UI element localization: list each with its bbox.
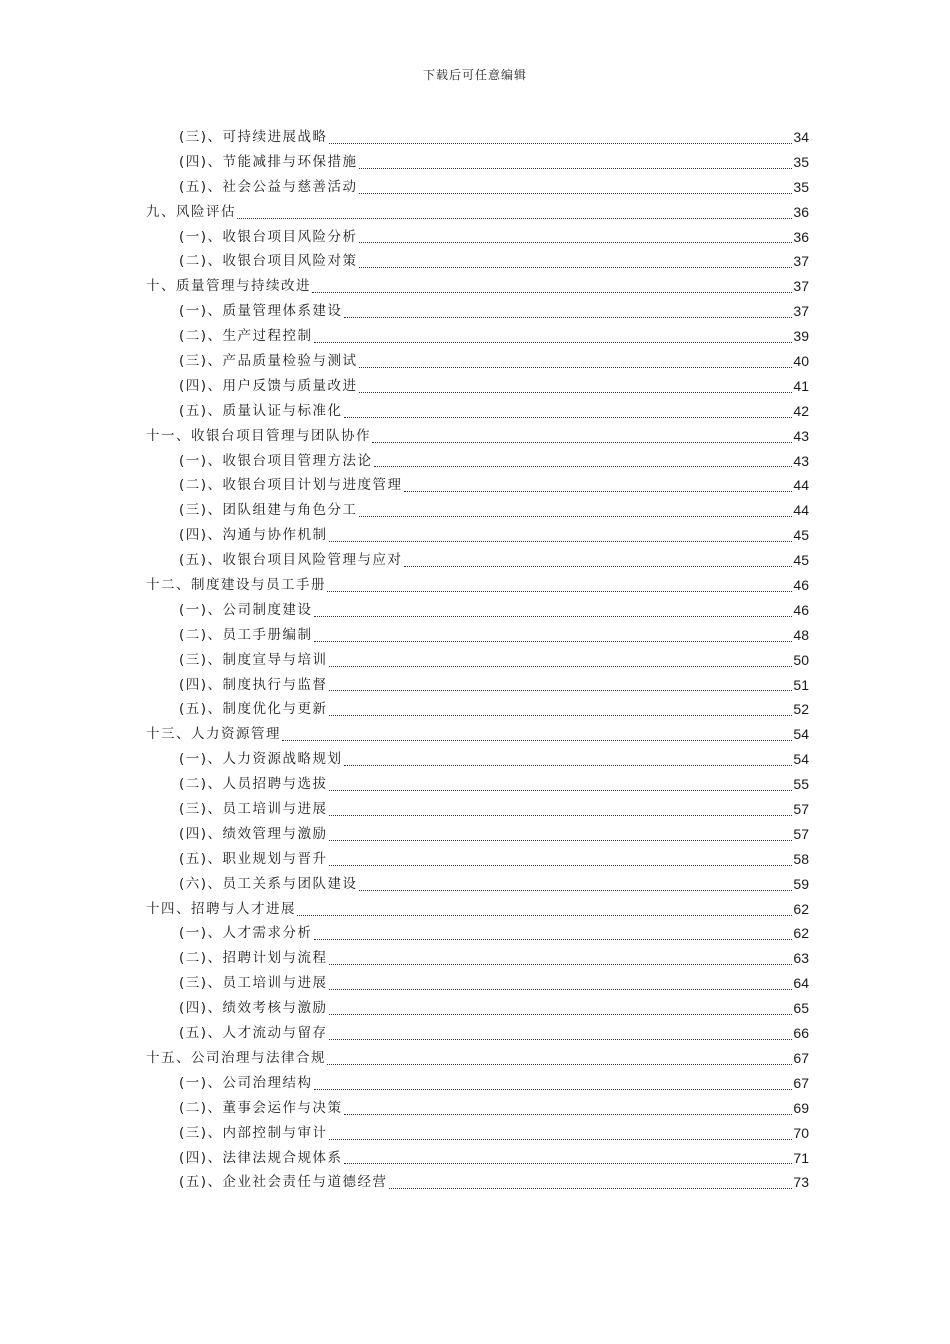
toc-leader-dots	[359, 265, 793, 268]
toc-entry-page: 45	[793, 527, 809, 544]
toc-entry-title: (三)、员工培训与进展	[179, 801, 328, 818]
toc-leader-dots	[359, 240, 793, 243]
toc-leader-dots	[359, 888, 793, 891]
toc-entry-title: (三)、员工培训与进展	[179, 975, 328, 992]
toc-entry-page: 63	[793, 950, 809, 967]
toc-entry-title: (四)、用户反馈与质量改进	[179, 377, 358, 394]
toc-entry-page: 35	[793, 153, 809, 170]
toc-entry[interactable]	[146, 598, 809, 623]
toc-entry-page: 45	[793, 552, 809, 569]
toc-entry-page: 65	[793, 1000, 809, 1017]
toc-entry[interactable]	[146, 424, 809, 449]
toc-entry[interactable]	[146, 797, 809, 822]
toc-entry-title: (一)、收银台项目管理方法论	[179, 452, 373, 469]
toc-entry-page: 70	[793, 1124, 809, 1141]
table-of-contents	[146, 125, 809, 1195]
toc-leader-dots	[359, 191, 793, 194]
toc-entry-page: 57	[793, 825, 809, 842]
toc-entry-page: 67	[793, 1049, 809, 1066]
toc-entry-page: 46	[793, 577, 809, 594]
toc-entry-page: 54	[793, 726, 809, 743]
toc-entry[interactable]	[146, 225, 809, 250]
toc-leader-dots	[344, 1112, 793, 1115]
toc-entry[interactable]	[146, 399, 809, 424]
toc-entry-page: 37	[793, 303, 809, 320]
toc-entry-page: 39	[793, 328, 809, 345]
toc-entry-title: (二)、董事会运作与决策	[179, 1099, 343, 1116]
toc-entry-title: 十、质量管理与持续改进	[146, 278, 311, 295]
toc-entry-page: 54	[793, 751, 809, 768]
toc-entry-page: 40	[793, 353, 809, 369]
toc-leader-dots	[344, 1161, 793, 1164]
toc-entry-page: 59	[793, 875, 809, 892]
toc-leader-dots	[329, 813, 793, 816]
toc-entry-title: 十五、公司治理与法律合规	[146, 1049, 326, 1066]
toc-entry[interactable]	[146, 772, 809, 797]
toc-leader-dots	[344, 315, 793, 318]
toc-entry-title: (四)、绩效考核与激励	[179, 1000, 328, 1017]
toc-leader-dots	[297, 913, 792, 916]
toc-entry-title: (五)、人才流动与留存	[179, 1025, 328, 1042]
toc-leader-dots	[344, 763, 793, 766]
toc-leader-dots	[314, 1087, 793, 1090]
toc-entry-page: 48	[793, 626, 809, 643]
toc-entry-title: (一)、收银台项目风险分析	[179, 228, 358, 245]
toc-leader-dots	[329, 1037, 793, 1040]
toc-entry[interactable]	[146, 673, 809, 698]
toc-entry-title: (一)、人力资源战略规划	[179, 751, 343, 768]
toc-entry-title: (二)、生产过程控制	[179, 328, 313, 345]
toc-entry[interactable]	[146, 299, 809, 324]
toc-entry-page: 50	[793, 651, 809, 668]
toc-entry[interactable]	[146, 648, 809, 673]
toc-leader-dots	[329, 713, 793, 716]
toc-entry[interactable]	[146, 200, 809, 225]
toc-entry-page: 36	[793, 203, 809, 220]
toc-entry[interactable]	[146, 523, 809, 548]
toc-entry[interactable]	[146, 449, 809, 474]
toc-entry[interactable]	[146, 498, 809, 523]
toc-leader-dots	[314, 614, 793, 617]
toc-entry-page: 58	[793, 850, 809, 867]
toc-entry-title: 十三、人力资源管理	[146, 726, 281, 743]
toc-entry-page: 71	[793, 1149, 809, 1166]
toc-leader-dots	[329, 962, 793, 965]
toc-leader-dots	[404, 489, 793, 492]
toc-entry[interactable]	[146, 1096, 809, 1121]
toc-entry[interactable]	[146, 150, 809, 175]
toc-leader-dots	[329, 688, 793, 691]
toc-entry-title: (五)、制度优化与更新	[179, 701, 328, 718]
toc-entry[interactable]	[146, 722, 809, 747]
toc-entry[interactable]	[146, 996, 809, 1021]
toc-entry-title: 十二、制度建设与员工手册	[146, 577, 326, 594]
toc-entry[interactable]	[146, 1021, 809, 1046]
toc-entry-page: 62	[793, 925, 809, 942]
toc-entry-title: (二)、收银台项目风险对策	[179, 253, 358, 270]
toc-entry-page: 44	[793, 502, 809, 519]
toc-entry-page: 34	[793, 128, 809, 145]
toc-entry[interactable]	[146, 946, 809, 971]
toc-entry-title: (二)、人员招聘与选拔	[179, 776, 328, 793]
toc-entry-title: (四)、沟通与协作机制	[179, 527, 328, 544]
toc-entry-page: 37	[793, 253, 809, 270]
toc-entry-title: (二)、招聘计划与流程	[179, 950, 328, 967]
toc-entry-title: 十一、收银台项目管理与团队协作	[146, 427, 371, 444]
toc-entry-page: 37	[793, 278, 809, 295]
toc-leader-dots	[374, 464, 793, 467]
toc-entry-page: 55	[793, 776, 809, 793]
toc-entry[interactable]	[146, 473, 809, 498]
toc-leader-dots	[329, 838, 793, 841]
toc-entry[interactable]	[146, 897, 809, 922]
toc-entry-page: 36	[793, 228, 809, 245]
toc-entry[interactable]	[146, 274, 809, 299]
toc-entry-page: 51	[793, 676, 809, 693]
toc-entry[interactable]	[146, 1146, 809, 1171]
toc-entry[interactable]	[146, 1046, 809, 1071]
toc-entry-page: 62	[793, 900, 809, 917]
toc-leader-dots	[404, 564, 793, 567]
toc-entry[interactable]	[146, 847, 809, 872]
toc-entry-title: (三)、可持续进展战略	[179, 128, 328, 145]
toc-entry-title: (一)、公司制度建设	[179, 601, 313, 618]
toc-leader-dots	[329, 664, 793, 667]
toc-leader-dots	[282, 738, 792, 741]
toc-entry-title: (二)、收银台项目计划与进度管理	[179, 477, 403, 494]
toc-leader-dots	[329, 788, 793, 791]
toc-entry-page: 57	[793, 801, 809, 818]
toc-entry[interactable]	[146, 125, 809, 150]
toc-entry[interactable]	[146, 697, 809, 722]
toc-leader-dots	[327, 1062, 792, 1065]
toc-entry-title: (四)、绩效管理与激励	[179, 825, 328, 842]
toc-entry[interactable]	[146, 971, 809, 996]
toc-entry-title: (三)、内部控制与审计	[179, 1124, 328, 1141]
toc-leader-dots	[344, 415, 793, 418]
toc-entry-title: (三)、产品质量检验与测试	[179, 353, 358, 369]
toc-entry-page: 73	[793, 1174, 809, 1191]
toc-entry-title: 九、风险评估	[146, 203, 236, 220]
toc-leader-dots	[314, 639, 793, 642]
toc-entry[interactable]	[146, 822, 809, 847]
toc-entry[interactable]	[146, 1121, 809, 1146]
toc-leader-dots	[314, 340, 793, 343]
toc-leader-dots	[359, 514, 793, 517]
toc-entry-page: 42	[793, 402, 809, 419]
toc-leader-dots	[329, 987, 793, 990]
toc-entry[interactable]	[146, 175, 809, 200]
toc-entry-title: (五)、收银台项目风险管理与应对	[179, 552, 403, 569]
toc-entry-title: (五)、职业规划与晋升	[179, 850, 328, 867]
toc-entry[interactable]	[146, 922, 809, 947]
toc-entry[interactable]	[146, 349, 809, 374]
toc-entry-title: (五)、社会公益与慈善活动	[179, 178, 358, 195]
toc-entry[interactable]	[146, 324, 809, 349]
toc-leader-dots	[329, 141, 793, 144]
page-header: 下载后可任意编辑	[422, 68, 527, 82]
toc-entry-page: 46	[793, 601, 809, 618]
toc-entry[interactable]	[146, 1071, 809, 1096]
toc-entry-title: (五)、企业社会责任与道德经营	[179, 1174, 388, 1191]
toc-entry[interactable]	[146, 747, 809, 772]
toc-entry-title: (五)、质量认证与标准化	[179, 402, 343, 419]
toc-entry[interactable]	[146, 1170, 809, 1195]
toc-entry-title: (三)、团队组建与角色分工	[179, 502, 358, 519]
toc-entry-page: 43	[793, 427, 809, 444]
toc-entry-page: 35	[793, 178, 809, 195]
toc-entry-page: 64	[793, 975, 809, 992]
toc-entry[interactable]	[146, 374, 809, 399]
toc-entry[interactable]	[146, 872, 809, 897]
toc-leader-dots	[327, 589, 792, 592]
toc-entry-page: 52	[793, 701, 809, 718]
toc-entry-title: (一)、人才需求分析	[179, 925, 313, 942]
toc-entry-title: (二)、员工手册编制	[179, 626, 313, 643]
toc-entry-title: (四)、制度执行与监督	[179, 676, 328, 693]
toc-entry[interactable]	[146, 623, 809, 648]
toc-entry[interactable]	[146, 249, 809, 274]
toc-leader-dots	[237, 216, 792, 219]
toc-entry-title: (一)、公司治理结构	[179, 1074, 313, 1091]
toc-entry-page: 44	[793, 477, 809, 494]
toc-leader-dots	[329, 539, 793, 542]
toc-leader-dots	[359, 390, 793, 393]
toc-leader-dots	[359, 365, 793, 368]
toc-leader-dots	[372, 440, 792, 443]
toc-leader-dots	[312, 290, 792, 293]
toc-entry-title: (四)、法律法规合规体系	[179, 1149, 343, 1166]
toc-entry[interactable]	[146, 573, 809, 598]
toc-leader-dots	[329, 1012, 793, 1015]
toc-leader-dots	[359, 166, 793, 169]
toc-entry-title: (四)、节能减排与环保措施	[179, 153, 358, 170]
toc-entry-page: 43	[793, 452, 809, 469]
toc-entry[interactable]	[146, 548, 809, 573]
toc-entry-title: (一)、质量管理体系建设	[179, 303, 343, 320]
toc-entry-title: (三)、制度宣导与培训	[179, 651, 328, 668]
toc-entry-page: 41	[793, 377, 809, 394]
toc-entry-page: 69	[793, 1099, 809, 1116]
toc-leader-dots	[329, 1137, 793, 1140]
toc-entry-page: 67	[793, 1074, 809, 1091]
toc-leader-dots	[389, 1186, 793, 1189]
toc-entry-page: 66	[793, 1025, 809, 1042]
toc-entry-title: 十四、招聘与人才进展	[146, 900, 296, 917]
toc-entry-title: (六)、员工关系与团队建设	[179, 875, 358, 892]
toc-leader-dots	[329, 863, 793, 866]
toc-leader-dots	[314, 937, 793, 940]
